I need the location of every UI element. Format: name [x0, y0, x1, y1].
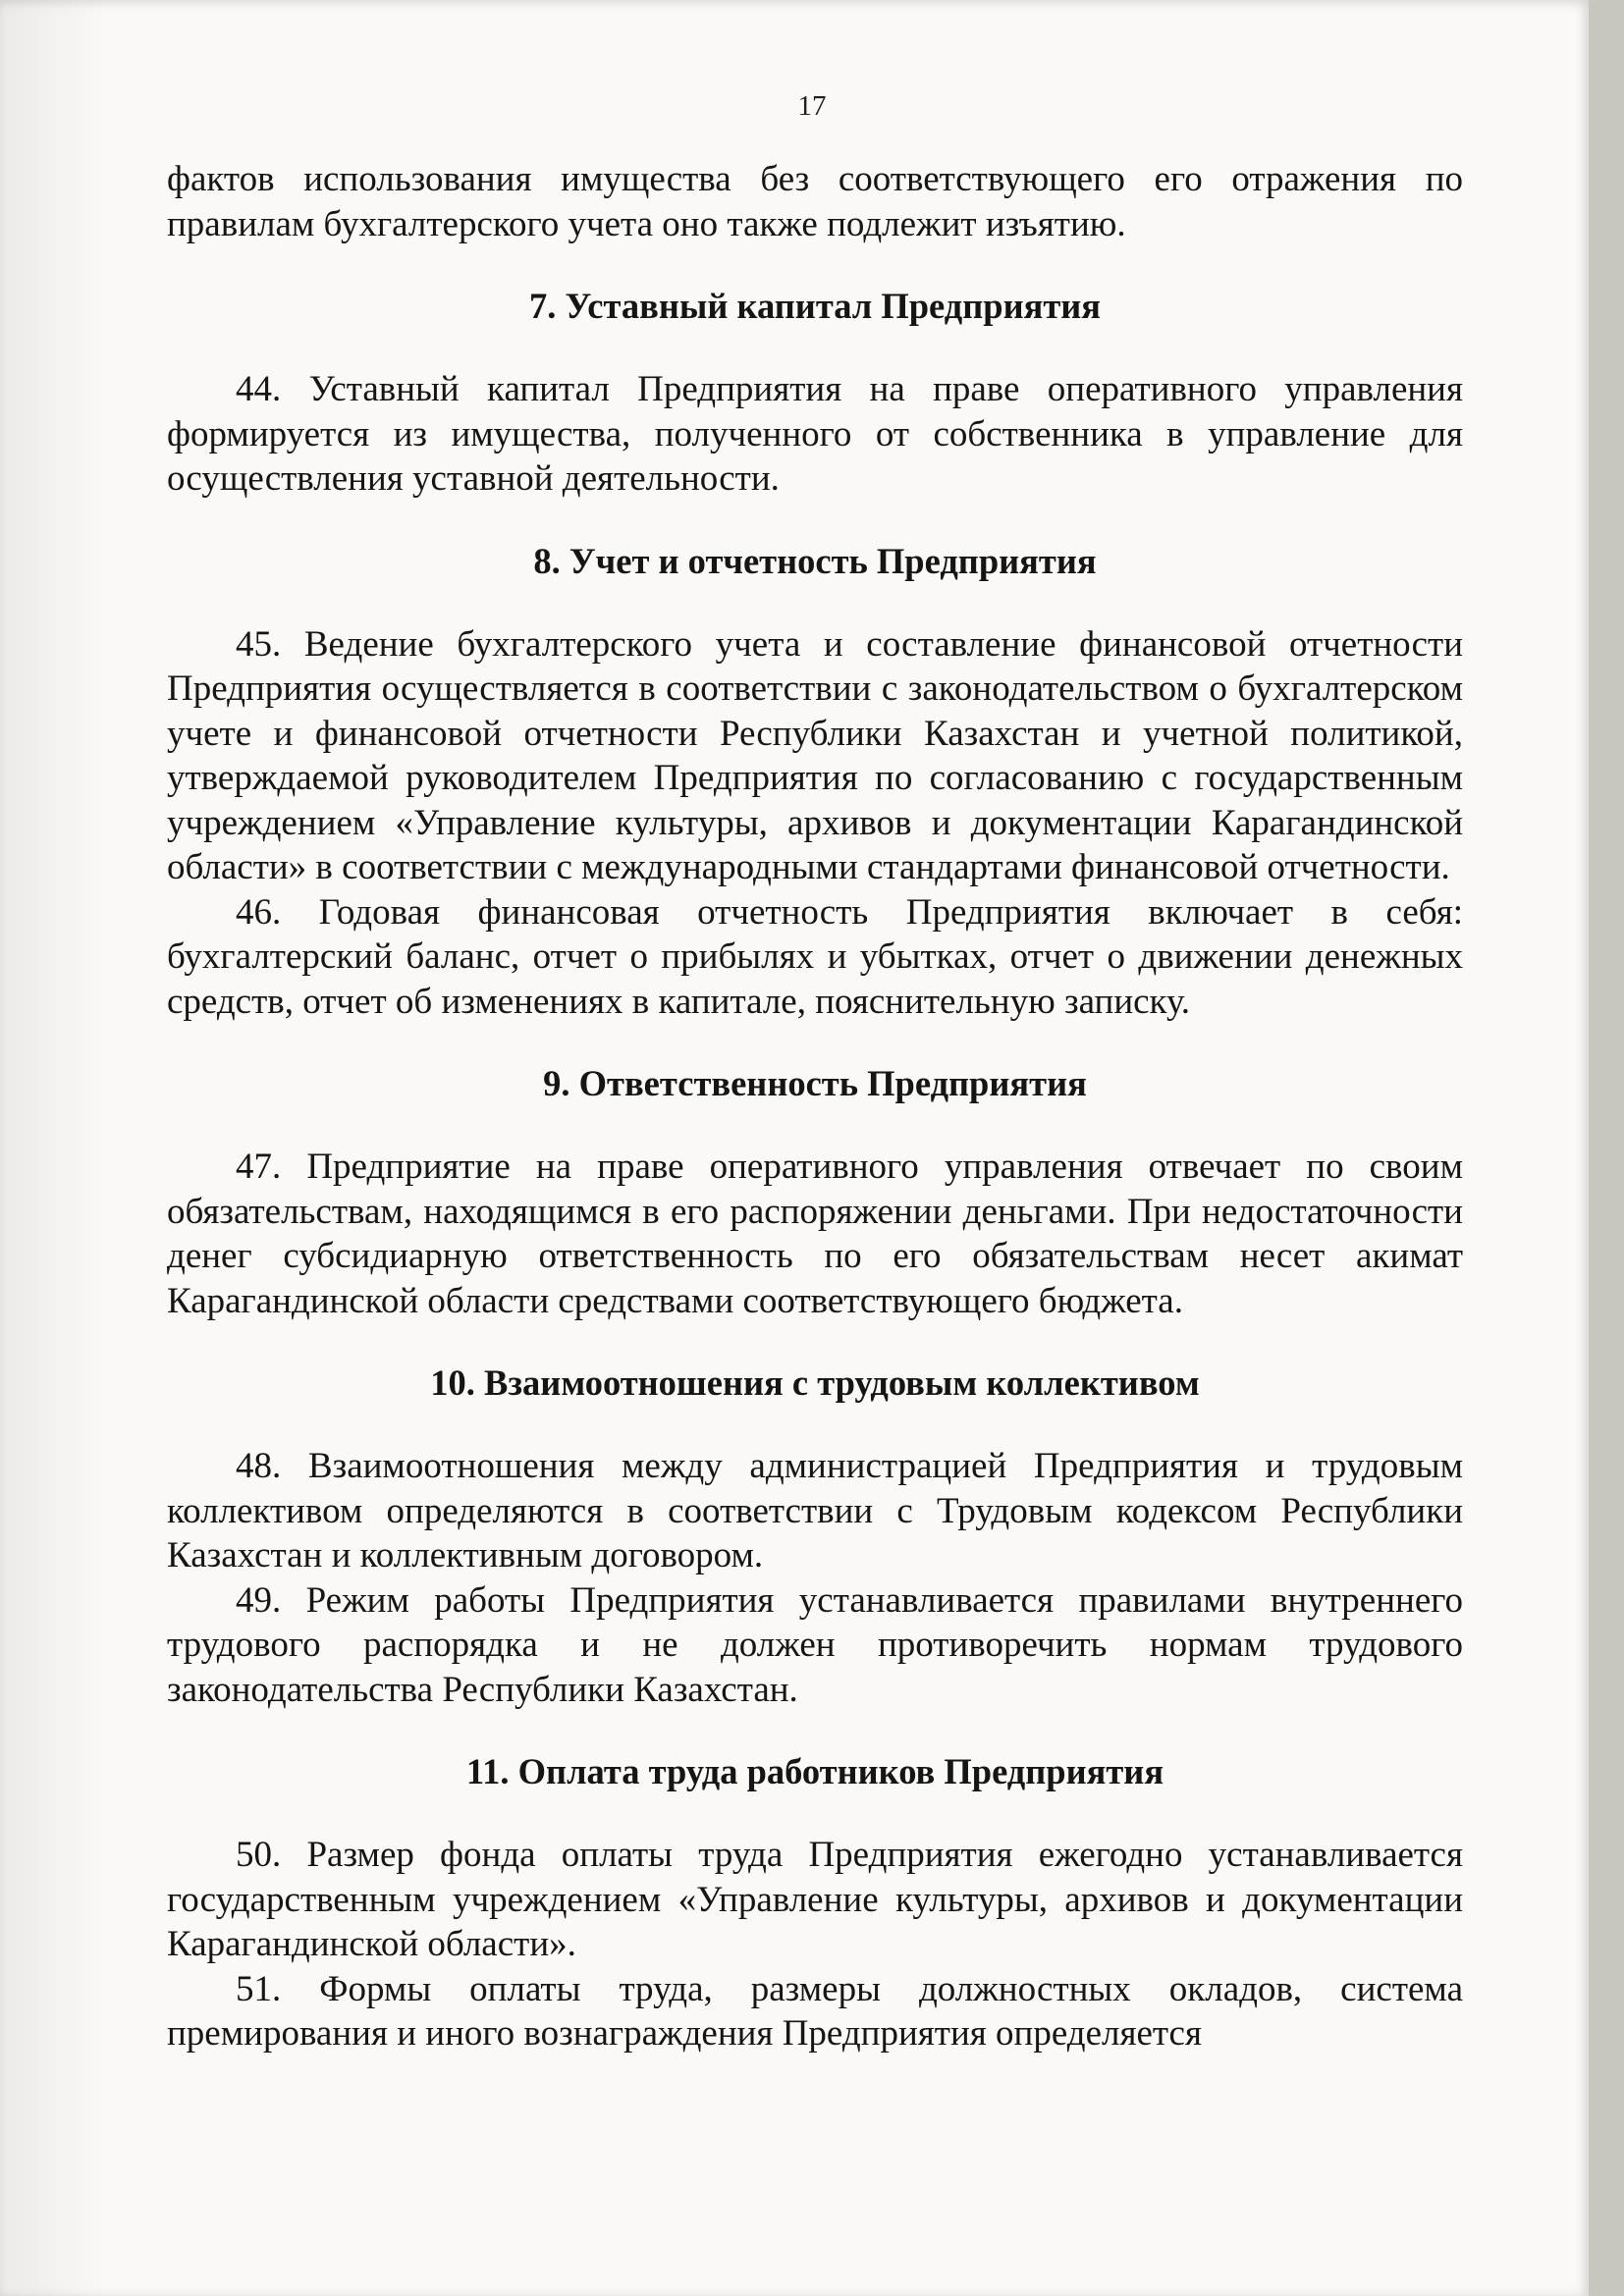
clause-48: 48. Взаимоотношения между администрацией Предприятия и трудовым коллективом определяются в соответствии с Трудовым кодексом Республики Казахстан и коллективным договором.	[167, 1446, 1463, 1575]
binding-shadow	[0, 0, 108, 2296]
page-number: 17	[797, 90, 827, 122]
section-10-title: 10. Взаимоотношения с трудовым коллективом	[430, 1362, 1200, 1403]
clause-44: 44. Уставный капитал Предприятия на праве оперативного управления формируется из имущества, полученного от собственника в управление для осуществления уставной деятельности.	[167, 369, 1463, 499]
section-11-title: 11. Оплата труда работников Предприятия	[465, 1751, 1164, 1791]
section-9-title: 9. Ответственность Предприятия	[543, 1063, 1087, 1103]
section-8-title: 8. Учет и отчетность Предприятия	[533, 540, 1097, 581]
intro-paragraph: фактов использования имущества без соответствующего его отражения по правилам бухгалтерского учета оно также подлежит изъятию.	[167, 159, 1463, 244]
clause-50: 50. Размер фонда оплаты труда Предприятия ежегодно устанавливается государственным учреждением «Управление культуры, архивов и документации Карагандинской области».	[167, 1835, 1463, 1964]
clause-51: 51. Формы оплаты труда, размеры должностных окладов, система премирования и иного вознаграждения Предприятия определяется	[167, 1968, 1463, 2054]
clause-45: 45. Ведение бухгалтерского учета и составление финансовой отчетности Предприятия осуществляется в соответствии с законодательством о бухгалтерском учете и финансовой отчетности Республики Казахстан и учетной политикой, утверждаемой руководителем Предприятия по согласованию с государственным учреждением «Управление культуры, архивов и документации Карагандинской области» в соответствии с международными стандартами финансовой отчетности.	[167, 623, 1463, 887]
section-7-title: 7. Уставный капитал Предприятия	[528, 286, 1102, 326]
document-body	[167, 157, 1463, 2056]
clause-46: 46. Годовая финансовая отчетность Предприятия включает в себя: бухгалтерский баланс, отчет о прибылях и убытках, отчет о движении денежных средств, отчет об изменениях в капитале, пояснительную записку.	[167, 891, 1463, 1022]
clause-47: 47. Предприятие на праве оперативного управления отвечает по своим обязательствам, находящимся в его распоряжении деньгами. При недостаточности денег субсидиарную ответственность по его обязательствам несет акимат Карагандинской области средствами соответствующего бюджета.	[167, 1147, 1463, 1321]
clause-49: 49. Режим работы Предприятия устанавливается правилами внутреннего трудового распорядка и не должен противоречить нормам трудового законодательства Республики Казахстан.	[167, 1579, 1463, 1710]
